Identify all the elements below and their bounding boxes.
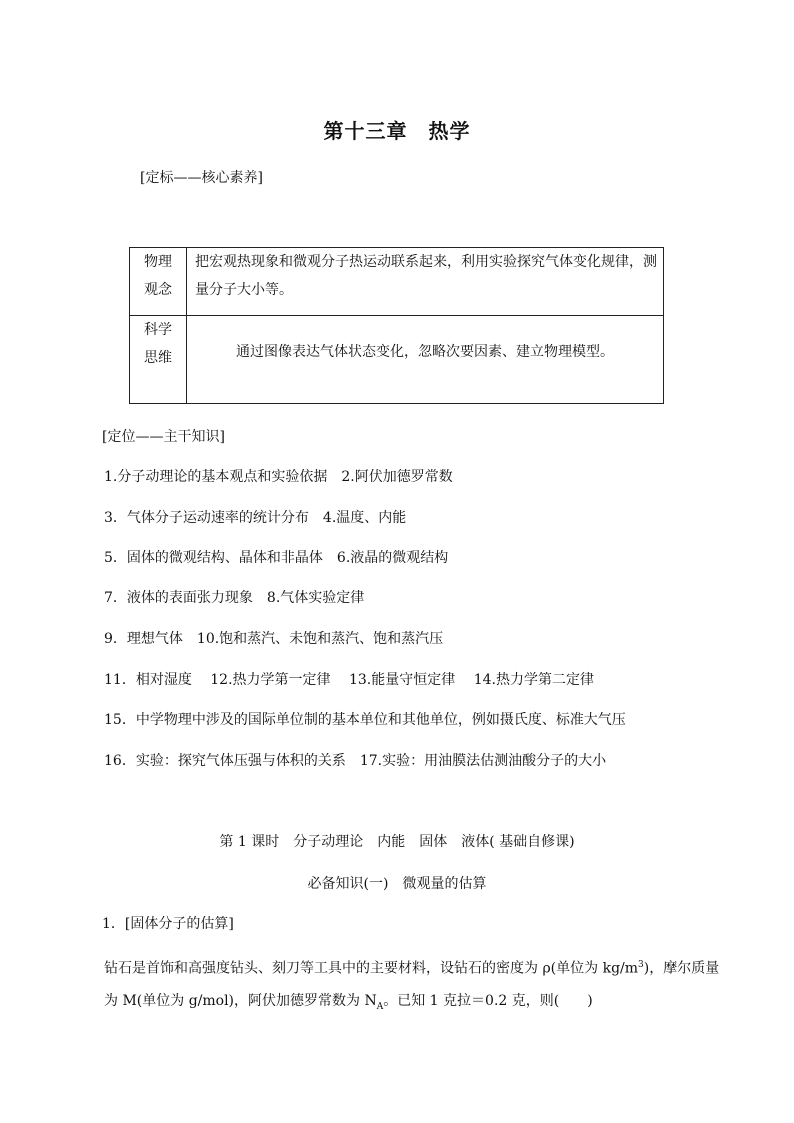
- main-knowledge-tag: [定位——主干知识]: [102, 429, 225, 445]
- knowledge-item: 3．气体分子运动速率的统计分布 4.温度、内能: [104, 510, 407, 526]
- table-row-description: 通过图像表达气体状态变化，忽略次要因素、建立物理模型。: [187, 316, 664, 404]
- knowledge-item: 16．实验：探究气体压强与体积的关系 17.实验：用油膜法估测油酸分子的大小: [104, 753, 607, 769]
- knowledge-item: 11．相对湿度 12.热力学第一定律 13.能量守恒定律 14.热力学第二定律: [104, 672, 594, 688]
- core-literacy-tag: [定标——核心素养]: [140, 170, 263, 186]
- knowledge-item: 9．理想气体 10.饱和蒸汽、未饱和蒸汽、饱和蒸汽压: [104, 631, 444, 647]
- knowledge-item: 15．中学物理中涉及的国际单位制的基本单位和其他单位，例如摄氏度、标准大气压: [104, 712, 626, 728]
- question-part: 。已知 1 克拉＝0.2 克，则( ): [383, 992, 593, 1009]
- density-unit-exponent: 3: [638, 960, 644, 970]
- label-line: 科学: [144, 322, 172, 338]
- question-tag: 1．[固体分子的估算]: [102, 916, 234, 932]
- label-line: 思维: [144, 350, 172, 366]
- table-row-description: 把宏观热现象和微观分子热运动联系起来，利用实验探究气体变化规律，测量分子大小等。: [187, 248, 664, 316]
- core-literacy-table: [129, 247, 664, 404]
- table-row-label: [130, 316, 187, 404]
- essential-knowledge-title: 必备知识(一) 微观量的估算: [307, 876, 487, 892]
- knowledge-item: 5．固体的微观结构、晶体和非晶体 6.液晶的微观结构: [104, 550, 449, 566]
- avogadro-subscript: A: [376, 1001, 384, 1012]
- label-line: 物理: [144, 254, 172, 270]
- lesson-title: 第 1 课时 分子动理论 内能 固体 液体( 基础自修课): [219, 834, 575, 850]
- question-text: [104, 949, 724, 1022]
- label-line: 观念: [144, 282, 172, 298]
- question-part: )，摩尔质量为 M(单位为 g/mol)，阿伏加德罗常数为 N: [104, 960, 720, 1009]
- table-row: [130, 248, 664, 316]
- knowledge-item: 1.分子动理论的基本观点和实验依据 2.阿伏加德罗常数: [104, 469, 453, 485]
- knowledge-item: 7．液体的表面张力现象 8.气体实验定律: [104, 590, 365, 606]
- table-row: [130, 316, 664, 404]
- chapter-title: 第十三章 热学: [323, 119, 471, 143]
- table-row-label: [130, 248, 187, 316]
- question-part: 钻石是首饰和高强度钻头、刻刀等工具中的主要材料，设钻石的密度为 ρ(单位为 kg/m: [104, 960, 639, 977]
